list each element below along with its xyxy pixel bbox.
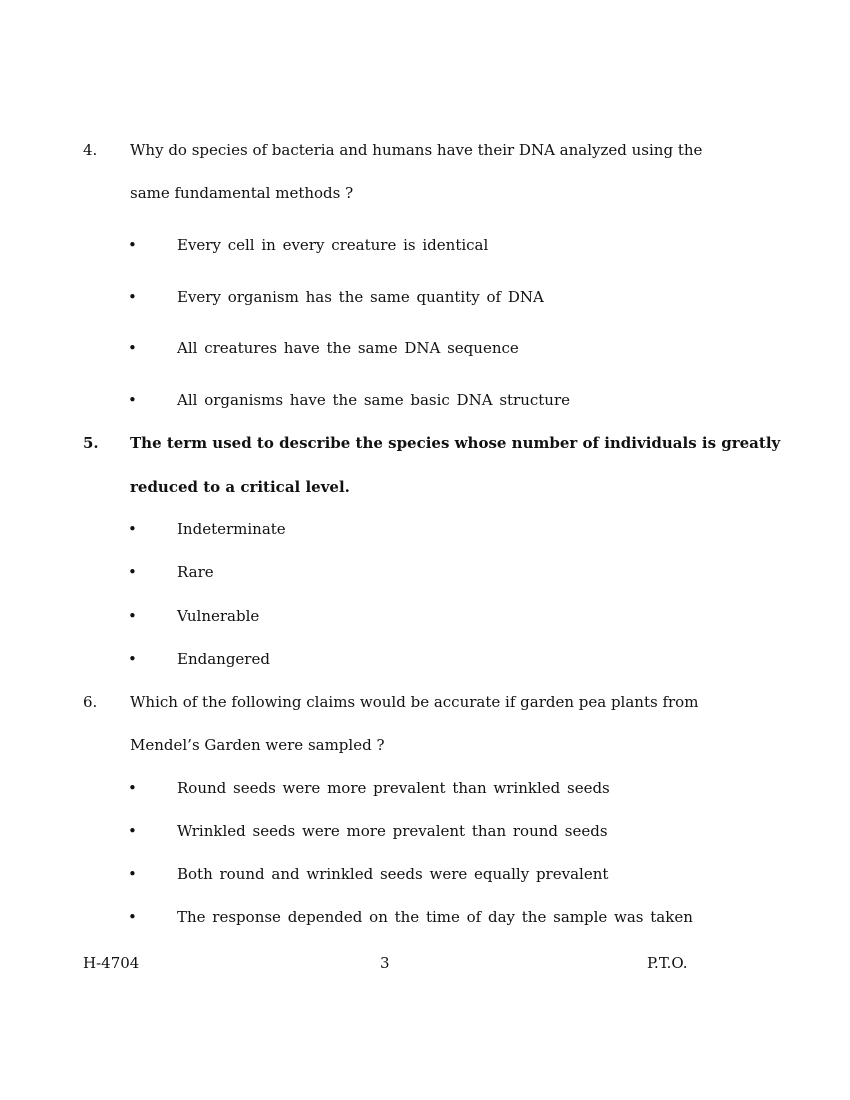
option-text: Rare bbox=[177, 563, 214, 581]
bullet-icon: • bbox=[128, 779, 137, 797]
option-text: Indeterminate bbox=[177, 520, 286, 538]
question-text-line-2: Mendel’s Garden were sampled ? bbox=[130, 736, 385, 754]
bullet-icon: • bbox=[128, 607, 137, 625]
option-text: Wrinkled seeds were more prevalent than round seeds bbox=[177, 822, 608, 840]
option-text: Every cell in every creature is identical bbox=[177, 236, 489, 254]
option-text: All creatures have the same DNA sequence bbox=[177, 339, 519, 357]
bullet-icon: • bbox=[128, 563, 137, 581]
option-text: Endangered bbox=[177, 650, 270, 668]
question-number: 4. bbox=[83, 141, 98, 159]
question-number: 5. bbox=[83, 434, 99, 452]
question-text-line-2: reduced to a critical level. bbox=[130, 478, 350, 496]
bullet-icon: • bbox=[128, 822, 137, 840]
option-text: The response depended on the time of day the sample was taken bbox=[177, 908, 693, 926]
question-number: 6. bbox=[83, 693, 98, 711]
bullet-icon: • bbox=[128, 650, 137, 668]
bullet-icon: • bbox=[128, 339, 137, 357]
question-text-line-2: same fundamental methods ? bbox=[130, 184, 354, 202]
bullet-icon: • bbox=[128, 520, 137, 538]
bullet-icon: • bbox=[128, 391, 137, 409]
question-text-line-1: Which of the following claims would be accurate if garden pea plants from bbox=[130, 693, 699, 711]
bullet-icon: • bbox=[128, 288, 137, 306]
option-text: All organisms have the same basic DNA structure bbox=[177, 391, 571, 409]
question-text-line-1: The term used to describe the species whose number of individuals is greatly bbox=[130, 434, 781, 452]
option-text: Round seeds were more prevalent than wrinkled seeds bbox=[177, 779, 610, 797]
please-turn-over: P.T.O. bbox=[647, 954, 688, 972]
bullet-icon: • bbox=[128, 908, 137, 926]
option-text: Both round and wrinkled seeds were equally prevalent bbox=[177, 865, 609, 883]
option-text: Every organism has the same quantity of DNA bbox=[177, 288, 544, 306]
question-text-line-1: Why do species of bacteria and humans have their DNA analyzed using the bbox=[130, 141, 703, 159]
paper-code: H-4704 bbox=[83, 954, 140, 972]
option-text: Vulnerable bbox=[177, 607, 260, 625]
bullet-icon: • bbox=[128, 236, 137, 254]
page-number: 3 bbox=[380, 954, 390, 972]
bullet-icon: • bbox=[128, 865, 137, 883]
